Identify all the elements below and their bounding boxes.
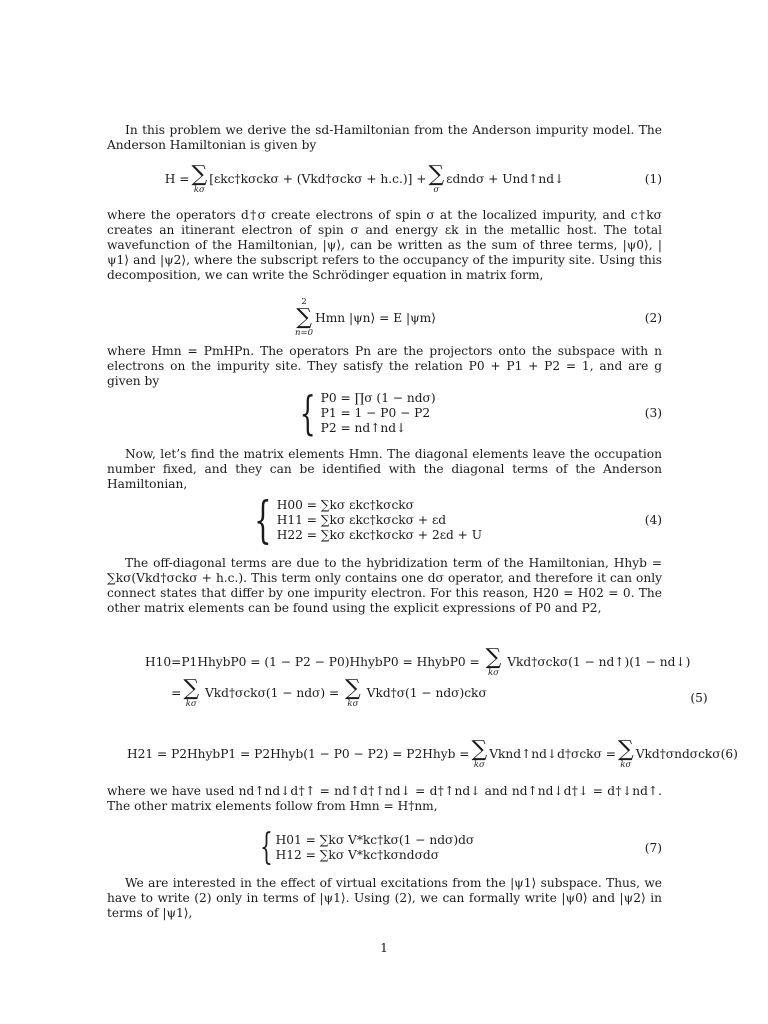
paragraph-diagonal: Now, let’s find the matrix elements Hmn. The diagonal elements leave the occupation number fixed, and they can be identified with the diagonal terms of the Anderson Hamiltonian, [107, 447, 662, 491]
equation-2 [107, 296, 662, 340]
equation-number-3: (3) [644, 405, 662, 420]
eq5-row1-a: P1HhybP0 = (1 − P2 − P0)HhybP0 = HhybP0 = [181, 655, 480, 669]
equation-number-7: (7) [644, 840, 662, 855]
equation-number-5: (5) [690, 691, 708, 705]
eq5-row1-b: Vkd†σckσ(1 − nd↑)(1 − nd↓) [507, 655, 691, 669]
eq3-line: P1 = 1 − P0 − P2 [320, 405, 431, 420]
eq1-term-2: εdndσ + Und↑nd↓ [446, 171, 565, 186]
page-number: 1 [380, 941, 388, 955]
paragraph-off-diagonal: The off-diagonal terms are due to the hybridization term of the Hamiltonian, Hhyb = ∑kσ(Vkd†σckσ + h.c.). This term only contains one dσ operator, and therefore it can only connect states that differ by one impurity electron. For this reason, H20 = H02 = 0. The other matrix elements can be found using the explicit expressions of P0 and P2, [107, 556, 662, 615]
eq5-row2-sum-1: ∑ kσ [183, 676, 200, 709]
eq6-a: H21 = P2HhybP1 = P2Hhyb(1 − P0 − P2) = P2Hhyb = [127, 746, 470, 761]
eq4-line: H11 = ∑kσ εkc†kσckσ + εd [276, 512, 447, 527]
eq6-c: Vkd†σndσckσ [635, 746, 721, 761]
eq6-sum-2: ∑ kσ [617, 736, 634, 770]
eq7-brace: { [259, 827, 273, 868]
paragraph-projectors: where Hmn = PmHPn. The operators Pn are the projectors onto the subspace with n electrons on the impurity site. They satisfy the relation P0 + P1 + P2 = 1, and are g given by [107, 344, 662, 388]
eq1-sum-1: ∑ kσ [191, 161, 208, 195]
equation-number-4: (4) [644, 512, 662, 527]
eq1-term-1b: kc†kσckσ + (Vkd†σckσ + h.c.)] + [220, 171, 427, 186]
equation-number-1: (1) [644, 171, 662, 186]
paragraph-identities: where we have used nd↑nd↓d†↑ = nd↑d†↑nd↓ = d†↑nd↓ and nd↑nd↓d†↓ = d†↓nd↑. The other matrix elements follow from Hmn = H†nm, [107, 784, 662, 813]
eq5-row2-b: Vkd†σ(1 − ndσ)ckσ [366, 686, 487, 700]
equation-6 [107, 734, 738, 774]
eq3-line: P0 = ∏σ (1 − ndσ) [320, 390, 436, 405]
eq5-row2-a: Vkd†σckσ(1 − ndσ) = [204, 686, 340, 700]
eq6-sum-1: ∑ kσ [471, 736, 488, 770]
eq5-row1-sum: ∑ kσ [485, 645, 502, 678]
eq1-lhs: H = [164, 171, 190, 186]
eq4-brace: { [254, 491, 272, 549]
eq4-line: H22 = ∑kσ εkc†kσckσ + 2εd + U [276, 527, 483, 542]
eq6-b: Vknd↑nd↓d†σckσ = [489, 746, 616, 761]
eq5-lhs: H10 [145, 655, 172, 669]
paragraph-virtual-excitations: We are interested in the effect of virtual excitations from the |ψ1⟩ subspace. Thus, we have to write (2) only in terms of |ψ1⟩. Using (2), we can formally write |ψ0⟩ and |ψ2⟩ in terms of |ψ1⟩, [107, 876, 662, 920]
eq1-term-1: [ε [209, 171, 221, 186]
paragraph-decomposition: where the operators d†σ create electrons of spin σ at the localized impurity, and c†kσ creates an itinerant electron of spin σ and energy εk in the metallic host. The total wavefunction of the Hamiltonian, |ψ⟩, can be written as the sum of three terms, |ψ0⟩, |ψ1⟩ and |ψ2⟩, where the subscript refers to the occupancy of the impurity site. Using this decomposition, we can write the Schrödinger equation in matrix form, [107, 208, 662, 282]
eq5-equals: = [171, 686, 182, 700]
eq3-brace: { [299, 386, 317, 440]
eq5-equals: = [171, 655, 182, 669]
eq7-line: H12 = ∑kσ V*kc†kσndσdσ [275, 848, 440, 862]
eq1-sum-2: ∑ σ [428, 161, 445, 195]
eq7-line: H01 = ∑kσ V*kc†kσ(1 − ndσ)dσ [275, 833, 475, 847]
eq2-body: Hmn |ψn⟩ = E |ψm⟩ [315, 310, 436, 325]
equation-3 [107, 388, 662, 438]
equation-5 [107, 640, 708, 716]
eq3-line: P2 = nd↑nd↓ [320, 420, 407, 435]
eq5-row2-sum-2: ∑ kσ [345, 676, 361, 709]
equation-7 [107, 828, 662, 868]
equation-1 [107, 160, 662, 198]
equation-4 [107, 491, 662, 549]
equation-number-2: (2) [644, 310, 662, 325]
equation-number-6: (6) [720, 746, 738, 761]
eq4-line: H00 = ∑kσ εkc†kσckσ [276, 497, 414, 512]
paragraph-intro: In this problem we derive the sd-Hamiltonian from the Anderson impurity model. The Anderson Hamiltonian is given by [107, 123, 662, 152]
eq2-sum: 2 ∑ n=0 [295, 297, 314, 338]
